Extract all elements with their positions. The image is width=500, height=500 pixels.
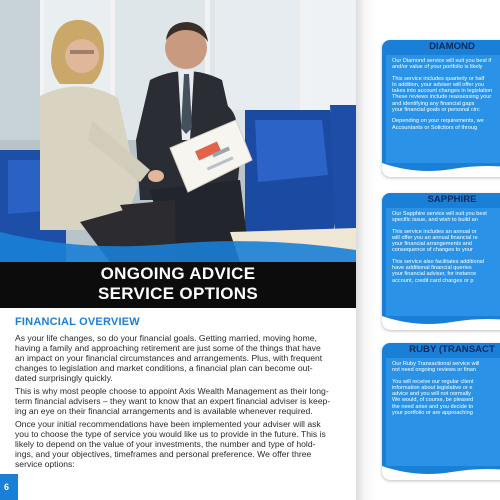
text-line: an impact on your financial circumstances and arrangements. Plus, with frequent	[15, 353, 323, 363]
card-text-line: account, credit card charges or p	[392, 277, 474, 284]
card-text-line: Our Sapphire service will suit you best	[392, 211, 487, 217]
card-text-line: information about legislative or e	[392, 384, 473, 391]
card-text-line: Our Diamond service will suit you best if	[392, 58, 492, 64]
page-number-tab	[0, 474, 18, 500]
card-text-line: specific issue, and wish to build an	[392, 217, 478, 224]
financial-overview-heading: FINANCIAL OVERVIEW	[15, 316, 140, 328]
page-number: 6	[4, 482, 10, 492]
book-gutter	[356, 0, 378, 500]
paragraph-service-choice	[15, 419, 351, 469]
diamond-service-card	[382, 40, 500, 177]
ruby-service-card	[382, 343, 500, 480]
card-text-line: advice and you will not normally	[392, 391, 471, 398]
text-line: having a family and approaching retirement are just some of the things that have	[15, 343, 321, 353]
card-text-line: takes into account changes in legislation	[392, 88, 493, 95]
banner-title-line-2: SERVICE OPTIONS	[97, 284, 259, 303]
card-text-line: the need arise and you decide to	[392, 403, 474, 410]
banner-title-line-1: ONGOING ADVICE	[100, 264, 256, 283]
card-text-line: not need ongoing reviews or finan	[392, 367, 476, 374]
card-text-line: your financial arrangements and	[392, 241, 472, 248]
text-line: ing an eye on their financial arrangements and is available whenever required.	[15, 406, 313, 416]
text-line: ings, and your objectives, timeframes and personal preference. We offer three	[15, 449, 312, 459]
text-line: Once your initial recommendations have been implemented your adviser will ask	[15, 419, 321, 429]
card-text-line: and/or value of your portfolio is likely	[392, 64, 483, 71]
card-text-line: You will receive our regular client	[392, 378, 474, 385]
card-body	[392, 58, 500, 131]
text-line: As your life changes, so do your financial goals. Getting married, moving home,	[15, 333, 317, 343]
sapphire-service-card	[382, 193, 500, 330]
card-text-line: consequence of changes to your	[392, 247, 473, 254]
business-meeting-photo	[0, 0, 356, 268]
card-text-line: This service also facilitates additional	[392, 258, 485, 265]
paragraph-appoint-advisers	[15, 386, 351, 416]
card-text-line: your financial goals or personal circ	[392, 107, 480, 114]
card-text-line: have additional financial queries	[392, 265, 472, 272]
card-text-line: In addition, your adviser will offer you	[392, 81, 484, 88]
wave-decoration	[382, 316, 500, 330]
title-banner	[0, 262, 356, 308]
paragraph-life-changes	[15, 333, 351, 383]
card-text-line: your financial adviser, for instance	[392, 271, 477, 278]
text-line: service options:	[15, 459, 75, 469]
text-line: likely to depend on the value of your investments, the number and type of hold-	[15, 439, 316, 449]
card-text-line: and identifying any financial gaps	[392, 100, 475, 107]
text-line: you to choose the type of service you would like us to provide in the future. This is	[15, 429, 326, 439]
card-title: RUBY (TRANSACT	[409, 344, 495, 355]
wave-decoration	[382, 163, 500, 177]
card-body	[392, 361, 500, 416]
card-text-line: Our Ruby Transactional service will	[392, 361, 480, 367]
text-line: This is why most people choose to appoint Axis Wealth Management as their long-	[15, 386, 329, 396]
card-text-line: will offer you an annual financial re	[392, 234, 478, 241]
card-text-line: your portfolio or are approaching	[392, 410, 473, 417]
card-body	[392, 211, 500, 284]
card-text-line: This service includes quarterly or half	[392, 75, 485, 82]
right-page	[378, 0, 500, 500]
card-text-line: We would, of course, be pleased	[392, 397, 474, 404]
card-text-line: These reviews include reassessing your	[392, 94, 492, 101]
card-title: SAPPHIRE	[427, 194, 477, 205]
card-text-line: Depending on your requirements, we	[392, 118, 484, 125]
text-line: term financial advisers – they want to know that an expert financial adviser is keep-	[15, 396, 331, 406]
wave-decoration	[382, 466, 500, 480]
card-title: DIAMOND	[429, 41, 475, 52]
text-line: changes to legislation and market conditions, a financial plan can become out-	[15, 363, 313, 373]
photo-illustration	[0, 0, 356, 268]
card-text-line: Accountants or Solicitors of throug	[392, 124, 478, 131]
card-text-line: This service includes an annual or	[392, 228, 477, 235]
text-line: dated surprisingly quickly.	[15, 373, 113, 383]
